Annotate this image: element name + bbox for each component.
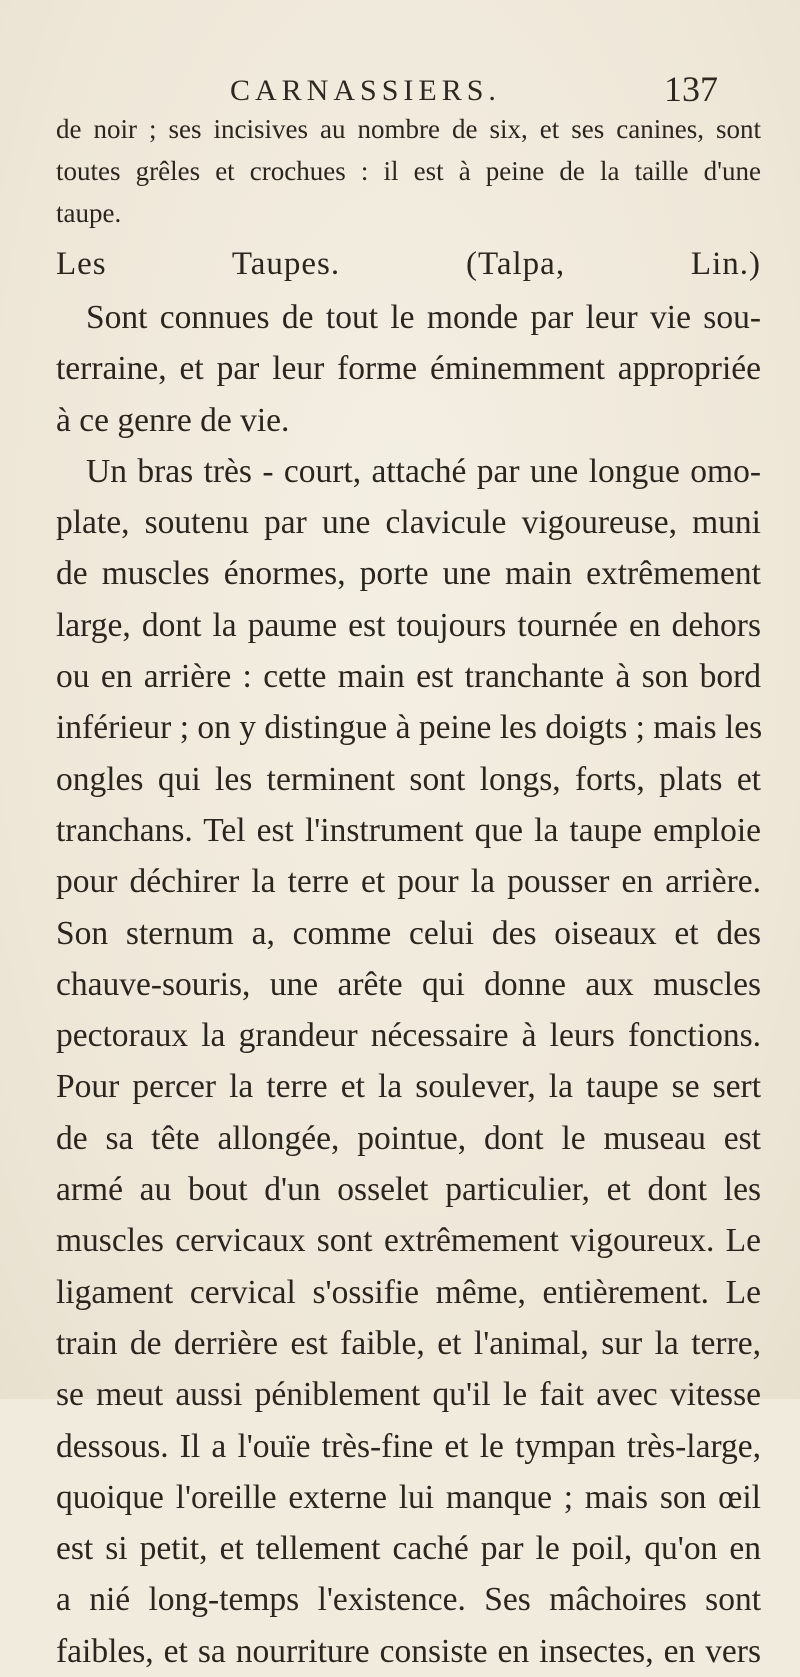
paragraph-line: muscles cervicaux sont extrêmement vigoureux. Le xyxy=(56,1222,761,1260)
page-number: 137 xyxy=(664,69,718,109)
section-heading: Les Taupes. (Talpa, Lin.) xyxy=(56,246,761,282)
intro-line: de noir ; ses incisives au nombre de six, et ses canines, sont xyxy=(56,114,761,144)
paragraph-line: à ce genre de vie. xyxy=(56,401,290,439)
running-title: CARNASSIERS. xyxy=(230,74,501,107)
paragraph-line: Pour percer la terre et la soulever, la taupe se sert xyxy=(56,1068,761,1106)
paragraph-line: Son sternum a, comme celui des oiseaux et des xyxy=(56,914,761,952)
paragraph-line: ongles qui les terminent sont longs, forts, plats et xyxy=(56,760,761,798)
paragraph-line: ligament cervical s'ossifie même, entièrement. Le xyxy=(56,1273,761,1311)
paragraph-line: large, dont la paume est toujours tournée en dehors xyxy=(56,606,761,644)
paragraph-line: dessous. Il a l'ouïe très-fine et le tympan très-large, xyxy=(56,1427,761,1465)
paragraph-line: Un bras très - court, attaché par une longue omo- xyxy=(86,452,761,490)
paragraph-line: quoique l'oreille externe lui manque ; mais son œil xyxy=(56,1478,761,1516)
paragraph-line: tranchans. Tel est l'instrument que la taupe emploie xyxy=(56,811,761,849)
paragraph-line: Sont connues de tout le monde par leur vie sou- xyxy=(86,299,761,336)
paragraph-line: de sa tête allongée, pointue, dont le museau est xyxy=(56,1119,761,1157)
intro-line: toutes grêles et crochues : il est à peine de la taille d'une xyxy=(56,156,761,186)
paragraph-line: a nié long-temps l'existence. Ses mâchoires sont xyxy=(56,1581,761,1619)
intro-line: taupe. xyxy=(56,198,122,228)
paragraph-line: terraine, et par leur forme éminemment appropriée xyxy=(56,350,761,388)
paragraph-line: ou en arrière : cette main est tranchante à son bord xyxy=(56,658,761,696)
paragraph-line: pectoraux la grandeur nécessaire à leurs fonctions. xyxy=(56,1017,761,1055)
paragraph-line: plate, soutenu par une clavicule vigoureuse, muni xyxy=(56,504,761,542)
paragraph-line: faibles, et sa nourriture consiste en insectes, en vers xyxy=(56,1632,761,1670)
paragraph-line: se meut aussi péniblement qu'il le fait avec vitesse xyxy=(56,1376,761,1414)
paragraph-line: de muscles énormes, porte une main extrêmement xyxy=(56,555,761,593)
paragraph-line: pour déchirer la terre et pour la pousser en arrière. xyxy=(56,863,761,901)
paragraph-line: train de derrière est faible, et l'animal, sur la terre, xyxy=(56,1324,761,1362)
page-text xyxy=(56,108,761,1677)
paragraph-line: armé au bout d'un osselet particulier, et dont les xyxy=(56,1171,761,1209)
paragraph-line: est si petit, et tellement caché par le poil, qu'on en xyxy=(56,1530,761,1568)
paragraph-line: inférieur ; on y distingue à peine les doigts ; mais les xyxy=(56,709,763,747)
paragraph-line: chauve-souris, une arête qui donne aux muscles xyxy=(56,965,761,1003)
